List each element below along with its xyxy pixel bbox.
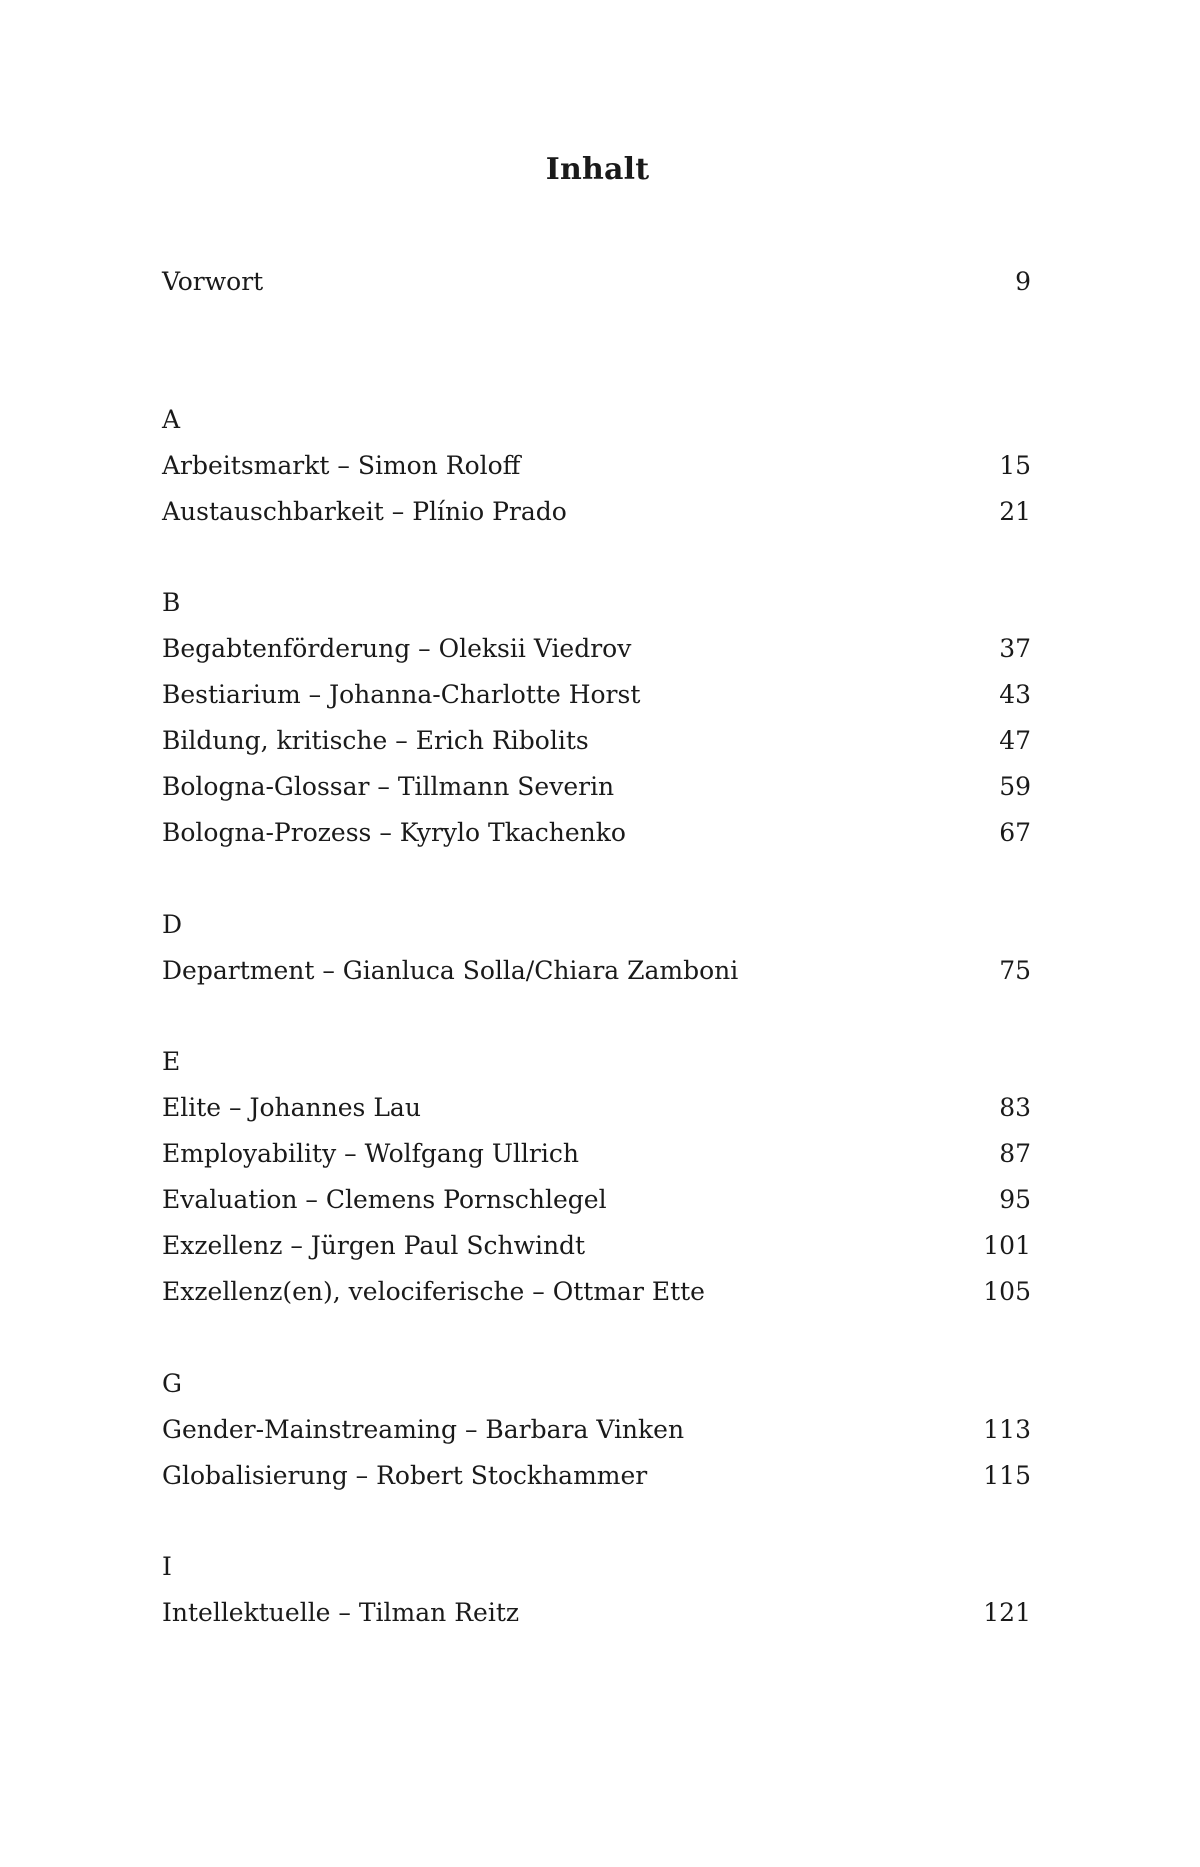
section-letter-b: B [162,588,181,617]
section-letter-d: D [162,910,183,939]
toc-entry-label: Bildung, kritische – Erich Ribolits [162,726,589,755]
toc-entry-label: Intellektuelle – Tilman Reitz [162,1598,520,1627]
toc-entry-page: 83 [999,1093,1031,1122]
toc-entry [162,813,1031,853]
toc-entry-page: 43 [999,680,1031,709]
toc-entry-page: 47 [999,726,1031,755]
toc-entry-label: Arbeitsmarkt – Simon Roloff [162,451,521,480]
toc-entry-page: 67 [999,818,1031,847]
page-title: Inhalt [545,152,650,187]
section-letter-i: I [162,1552,172,1581]
toc-entry [162,721,1031,761]
toc-entry [162,1180,1031,1220]
toc-entry-page: 37 [999,634,1031,663]
toc-entry-page: 87 [999,1139,1031,1168]
toc-entry-page: 75 [999,956,1031,985]
toc-entry-page: 105 [983,1277,1031,1306]
toc-entry-page: 59 [999,772,1031,801]
toc-entry-label: Gender-Mainstreaming – Barbara Vinken [162,1415,685,1444]
toc-entry-page: 101 [983,1231,1031,1260]
toc-entry-page: 21 [999,497,1031,526]
toc-entry-label: Austauschbarkeit – Plínio Prado [162,497,567,526]
toc-entry-page: 15 [999,451,1031,480]
toc-entry-label: Bestiarium – Johanna-Charlotte Horst [162,680,641,709]
toc-entry-label: Vorwort [162,267,264,296]
toc-entry [162,1088,1031,1128]
toc-entry [162,1226,1031,1266]
toc-entry [162,675,1031,715]
toc-entry [162,1410,1031,1450]
toc-entry [162,1134,1031,1174]
toc-entry [162,629,1031,669]
toc-entry [162,1593,1031,1633]
toc-entry [162,1272,1031,1312]
section-letter-g: G [162,1369,182,1398]
toc-entry-page: 121 [983,1598,1031,1627]
toc-entry [162,767,1031,807]
toc-entry-label: Evaluation – Clemens Pornschlegel [162,1185,607,1214]
toc-entry [162,492,1031,532]
toc-entry-label: Employability – Wolfgang Ullrich [162,1139,579,1168]
toc-entry-label: Bologna-Prozess – Kyrylo Tkachenko [162,818,626,847]
toc-entry-label: Department – Gianluca Solla/Chiara Zamboni [162,956,739,985]
toc-entry [162,1456,1031,1496]
toc-entry-label: Exzellenz – Jürgen Paul Schwindt [162,1231,586,1260]
toc-entry-page: 9 [1015,267,1031,296]
toc-entry-label: Exzellenz(en), velociferische – Ottmar Ette [162,1277,705,1306]
toc-entry-label: Elite – Johannes Lau [162,1093,421,1122]
toc-entry [162,446,1031,486]
toc-entry-page: 115 [983,1461,1031,1490]
toc-entry-label: Begabtenförderung – Oleksii Viedrov [162,634,632,663]
toc-entry-page: 95 [999,1185,1031,1214]
toc-entry [162,951,1031,991]
section-letter-a: A [162,405,181,434]
toc-entry-label: Bologna-Glossar – Tillmann Severin [162,772,615,801]
toc-entry-label: Globalisierung – Robert Stockhammer [162,1461,648,1490]
section-letter-e: E [162,1047,181,1076]
toc-entry-page: 113 [983,1415,1031,1444]
toc-entry-preface [162,262,1031,302]
